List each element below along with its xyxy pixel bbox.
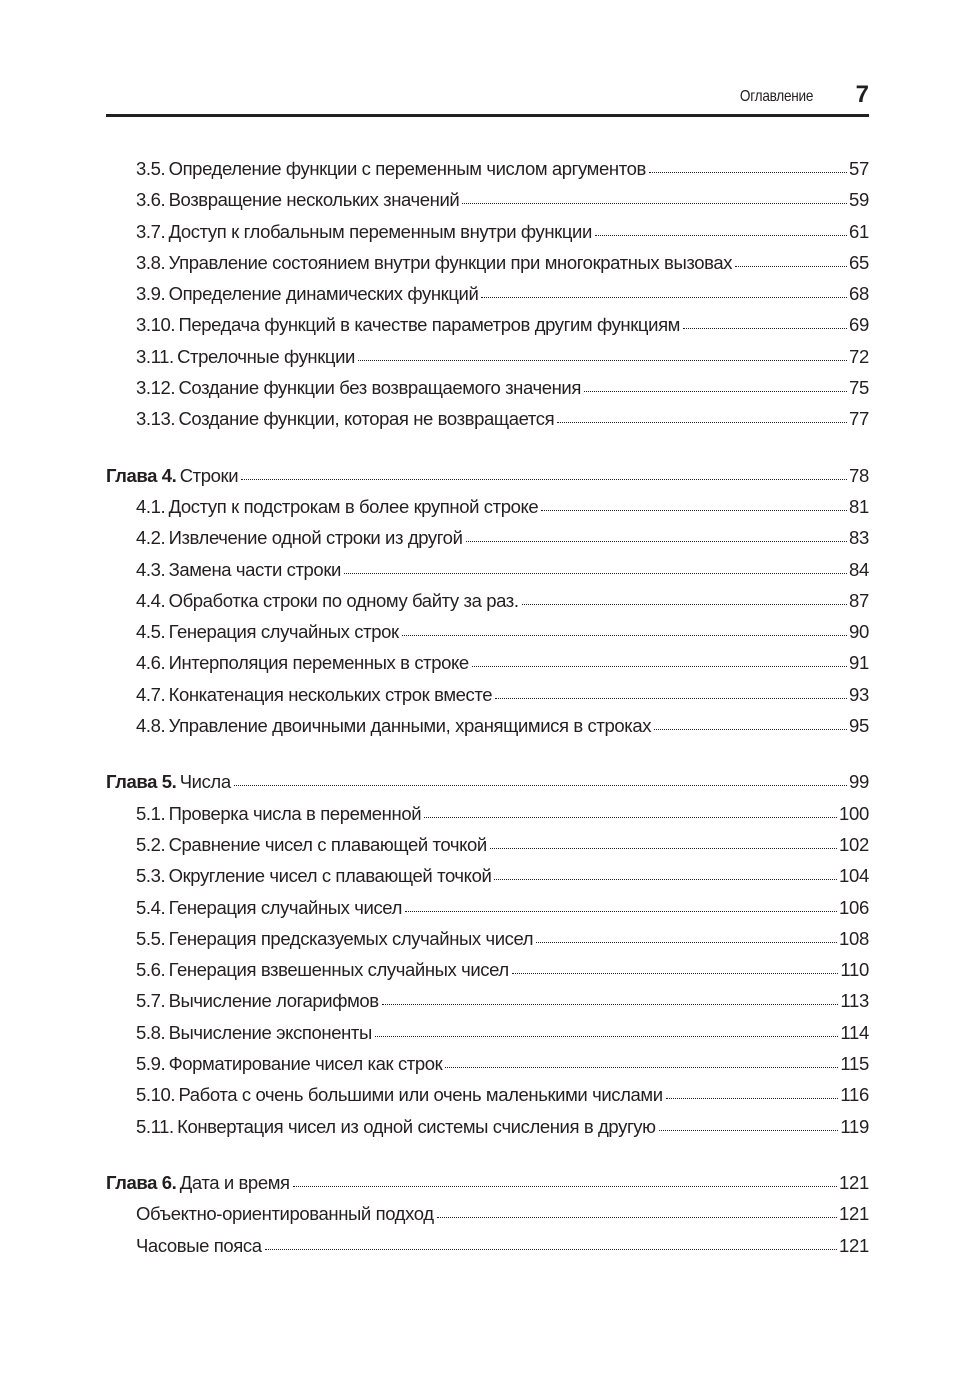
section-title: Вычисление экспоненты [168,1021,372,1043]
page-ref: 91 [849,652,869,674]
leader-dots [649,172,847,173]
leader-dots [557,422,847,423]
leader-dots [654,729,847,730]
section-number: 5.6. [136,959,166,981]
leader-dots [735,266,847,267]
leader-dots [234,785,847,786]
section-number: 5.10. [136,1084,176,1106]
page-ref: 90 [849,621,869,643]
page-ref: 61 [849,220,869,242]
leader-dots [522,604,847,605]
leader-dots [405,911,837,912]
section-number: 3.5. [136,158,166,179]
leader-dots [466,541,848,542]
page-ref: 59 [849,189,869,211]
section-title: Конкатенация нескольких строк вместе [168,683,493,705]
section-title: Определение динамических функций [168,283,479,305]
leader-dots [241,479,847,480]
section-number: 5.9. [136,1053,166,1075]
page-ref: 65 [849,251,869,273]
toc-entry-5-10[interactable] [106,1084,869,1115]
toc-entry-5-8[interactable] [106,1022,869,1053]
page-ref: 114 [840,1021,869,1043]
page-ref: 108 [839,927,869,949]
leader-dots [481,297,847,298]
leader-dots [375,1036,839,1037]
leader-dots [265,1249,837,1250]
toc-entry-3-8[interactable] [106,252,869,283]
page-ref: 57 [849,158,869,179]
leader-dots [437,1217,837,1218]
page-ref: 121 [839,1234,869,1256]
toc-entry-3-5[interactable] [106,158,869,189]
section-title: Извлечение одной строки из другой [168,527,463,549]
page-ref: 72 [849,345,869,367]
page-ref: 104 [839,865,869,887]
section-title: Интерполяция переменных в строке [168,652,469,674]
leader-dots [344,573,847,574]
leader-dots [472,666,847,667]
section-title: Проверка числа в переменной [168,802,422,824]
page-number: 7 [855,81,869,108]
chapter-label: Глава 5. [106,771,177,793]
page-ref: 77 [849,408,869,430]
toc-entry-3-7[interactable] [106,221,869,252]
section-number: 5.2. [136,833,166,855]
chapter-label: Глава 6. [106,1171,177,1193]
page-ref: 78 [849,464,869,486]
section-title: Стрелочные функции [177,345,355,367]
toc-entry-4-4[interactable] [106,590,869,621]
toc-entry-3-10[interactable] [106,314,869,345]
leader-dots [382,1004,839,1005]
page-ref: 81 [849,495,869,517]
toc-entry-5-7[interactable] [106,990,869,1021]
section-title: Генерация взвешенных случайных чисел [168,959,509,981]
leader-dots [358,360,847,361]
section-number: 5.4. [136,896,166,918]
leader-dots [445,1067,838,1068]
leader-dots [584,391,847,392]
toc-entry-4-5[interactable] [106,621,869,652]
page-ref: 121 [839,1203,869,1225]
page-ref: 83 [849,527,869,549]
page-ref: 69 [849,314,869,336]
leader-dots [595,235,847,236]
chapter-label: Глава 4. [106,464,177,486]
section-number: 5.8. [136,1021,166,1043]
toc-entry-3-6[interactable] [106,189,869,220]
toc-entry-6-timezones[interactable] [106,1235,869,1266]
spacer [106,1147,869,1172]
section-number: 3.11. [136,345,174,367]
section-number: 5.1. [136,802,166,824]
toc-entry-4-3[interactable] [106,559,869,590]
page-ref: 106 [839,896,869,918]
toc-entry-5-9[interactable] [106,1053,869,1084]
chapter-title: Строки [179,464,239,486]
page-ref: 100 [839,802,869,824]
chapter-title: Числа [179,771,231,793]
leader-dots [659,1130,839,1131]
page-ref: 116 [840,1084,869,1106]
section-number: 3.12. [136,377,176,399]
section-title: Генерация случайных строк [168,621,399,643]
toc-entry-5-4[interactable] [106,897,869,928]
section-number: 3.7. [136,220,166,242]
toc-entry-4-7[interactable] [106,684,869,715]
page-header [106,78,869,117]
page-ref: 99 [849,771,869,793]
section-title: Генерация предсказуемых случайных чисел [168,927,534,949]
toc-entry-4-6[interactable] [106,652,869,683]
leader-dots [402,635,847,636]
section-title: Генерация случайных чисел [168,896,402,918]
leader-dots [541,510,847,511]
section-title: Обработка строки по одному байту за раз. [168,589,519,611]
section-title: Замена части строки [168,558,341,580]
page-ref: 93 [849,683,869,705]
section-title: Передача функций в качестве параметров другим функциям [178,314,680,336]
section-number: 5.11. [136,1115,174,1137]
toc-chapter-4[interactable] [106,465,869,496]
leader-dots [683,328,847,329]
leader-dots [536,942,837,943]
section-number: 3.6. [136,189,166,211]
spacer [106,440,869,465]
leader-dots [495,698,847,699]
section-number: 3.9. [136,283,166,305]
running-title: Оглавление [739,88,813,105]
section-title: Сравнение чисел с плавающей точкой [168,833,487,855]
page-ref: 113 [840,990,869,1012]
table-of-contents [106,158,869,1266]
toc-entry-3-12[interactable] [106,377,869,408]
leader-dots [666,1098,839,1099]
section-number: 5.7. [136,990,166,1012]
page-ref: 95 [849,715,869,737]
toc-entry-4-8[interactable] [106,715,869,746]
section-title: Объектно-ориентированный подход [136,1203,434,1225]
section-number: 4.6. [136,652,166,674]
page-ref: 121 [839,1171,869,1193]
section-number: 4.2. [136,527,166,549]
section-title: Доступ к подстрокам в более крупной строке [168,495,539,517]
section-title: Управление состоянием внутри функции при многократных вызовах [168,251,733,273]
section-title: Округление чисел с плавающей точкой [168,865,492,887]
leader-dots [424,817,837,818]
toc-entry-3-13[interactable] [106,408,869,439]
toc-chapter-5[interactable] [106,771,869,802]
section-title: Определение функции с переменным числом аргументов [168,158,646,179]
toc-entry-6-oop[interactable] [106,1203,869,1234]
section-title: Создание функции, которая не возвращается [178,408,555,430]
section-title: Конвертация чисел из одной системы счисления в другую [177,1115,656,1137]
page-ref: 102 [839,833,869,855]
toc-entry-5-5[interactable] [106,928,869,959]
toc-entry-5-11[interactable] [106,1116,869,1147]
section-number: 5.3. [136,865,166,887]
section-title: Вычисление логарифмов [168,990,379,1012]
spacer [106,746,869,771]
section-number: 4.1. [136,495,166,517]
section-title: Возвращение нескольких значений [168,189,460,211]
section-title: Создание функции без возвращаемого значения [178,377,581,399]
leader-dots [494,879,837,880]
section-title: Работа с очень большими или очень маленькими числами [178,1084,663,1106]
chapter-title: Дата и время [179,1171,290,1193]
toc-entry-5-3[interactable] [106,865,869,896]
leader-dots [293,1186,837,1187]
section-number: 4.3. [136,558,166,580]
page-ref: 68 [849,283,869,305]
toc-entry-5-6[interactable] [106,959,869,990]
section-number: 3.10. [136,314,176,336]
section-number: 4.7. [136,683,166,705]
section-number: 4.8. [136,715,166,737]
page-ref: 84 [849,558,869,580]
toc-entry-4-1[interactable] [106,496,869,527]
toc-chapter-6[interactable] [106,1172,869,1203]
section-title: Управление двоичными данными, хранящимися в строках [168,715,652,737]
leader-dots [490,848,837,849]
section-number: 4.4. [136,589,166,611]
page-ref: 110 [840,959,869,981]
toc-entry-3-9[interactable] [106,283,869,314]
section-number: 3.8. [136,251,166,273]
section-number: 3.13. [136,408,176,430]
page-ref: 87 [849,589,869,611]
toc-entry-3-11[interactable] [106,346,869,377]
section-number: 5.5. [136,927,166,949]
leader-dots [512,973,839,974]
section-title: Часовые пояса [136,1234,262,1256]
section-title: Форматирование чисел как строк [168,1053,443,1075]
toc-entry-5-1[interactable] [106,803,869,834]
toc-entry-4-2[interactable] [106,527,869,558]
page-ref: 75 [849,377,869,399]
toc-entry-5-2[interactable] [106,834,869,865]
section-title: Доступ к глобальным переменным внутри функции [168,220,592,242]
page-ref: 119 [840,1115,869,1137]
page-ref: 115 [840,1053,869,1075]
leader-dots [462,203,847,204]
section-number: 4.5. [136,621,166,643]
